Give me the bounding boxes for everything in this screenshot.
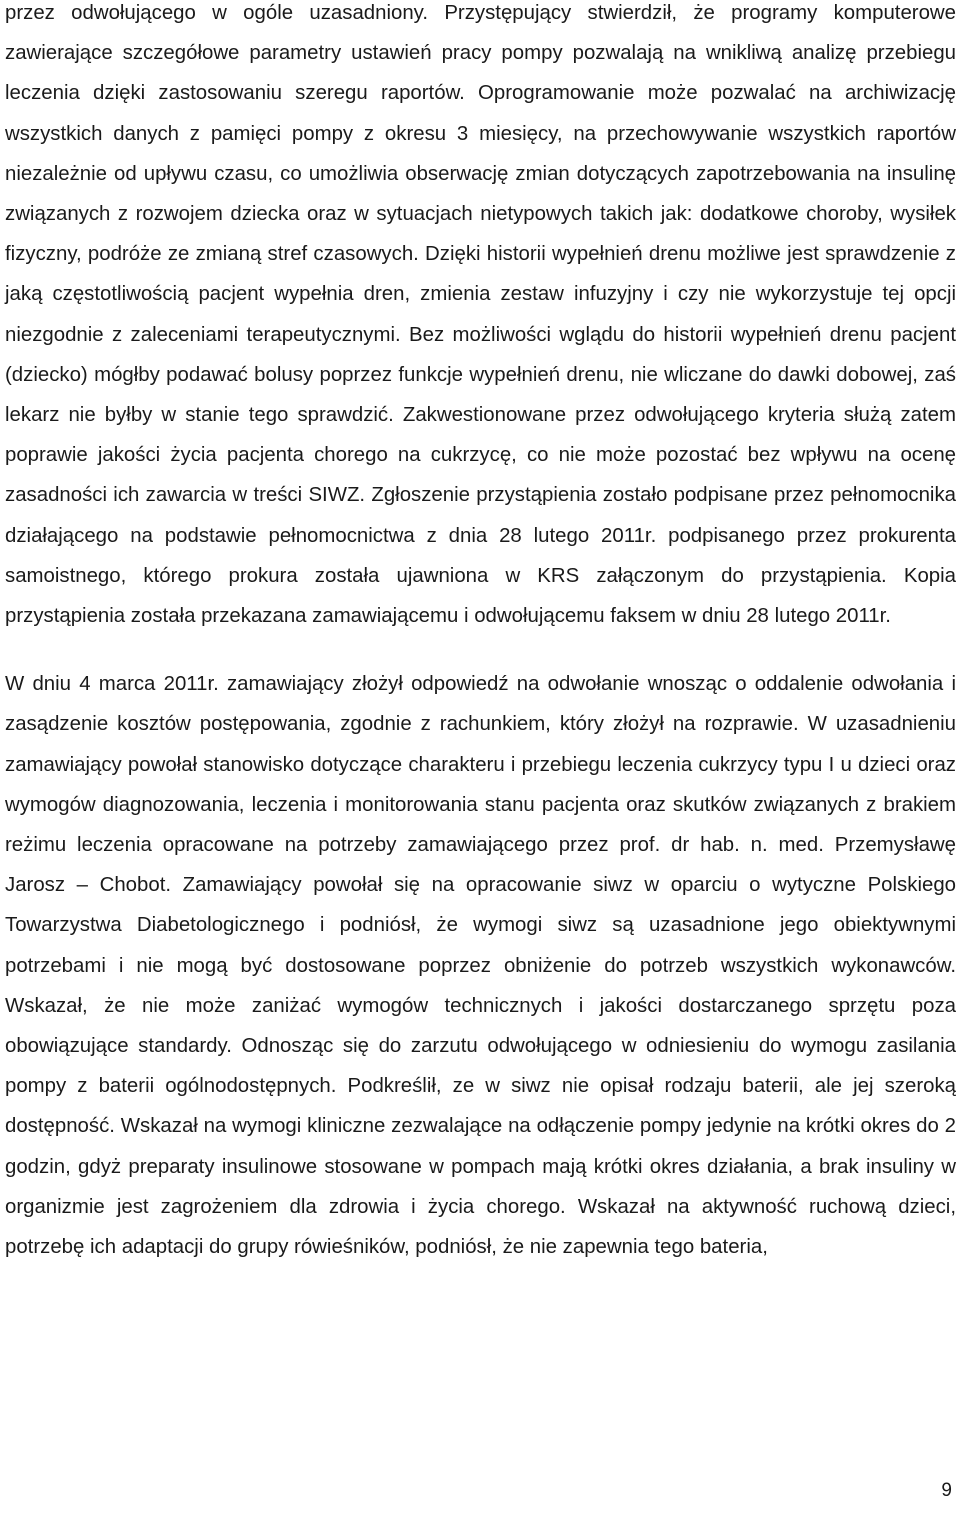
document-page: [5, 0, 956, 1267]
paragraph-intervener-position: przez odwołującego w ogóle uzasadniony. Przystępujący stwierdził, że programy komputerowe zawierające szczegółowe parametry ustawień pracy pompy pozwalają na wnikliwą analizę przebiegu leczenia dzięki zastosowaniu szeregu raportów. Oprogramowanie może pozwalać na archiwizację wszystkich danych z pamięci pompy z okresu 3 miesięcy, na przechowywanie wszystkich raportów niezależnie od upływu czasu, co umożliwia obserwację zmian dotyczących zapotrzebowania na insulinę związanych z rozwojem dziecka oraz w sytuacjach nietypowych takich jak: dodatkowe choroby, wysiłek fizyczny, podróże ze zmianą stref czasowych. Dzięki historii wypełnień drenu możliwe jest sprawdzenie z jaką częstotliwością pacjent wypełnia dren, zmienia zestaw infuzyjny i czy nie wykorzystuje tej opcji niezgodnie z zaleceniami terapeutycznymi. Bez możliwości wglądu do historii wypełnień drenu pacjent (dziecko) mógłby podawać bolusy poprzez funkcje wypełnień drenu, nie wliczane do dawki dobowej, zaś lekarz nie byłby w stanie tego sprawdzić. Zakwestionowane przez odwołującego kryteria służą zatem poprawie jakości życia pacjenta chorego na cukrzycę, co nie może pozostać bez wpływu na ocenę zasadności ich zawarcia w treści SIWZ. Zgłoszenie przystąpienia zostało podpisane przez pełnomocnika działającego na podstawie pełnomocnictwa z dnia 28 lutego 2011r. podpisanego przez prokurenta samoistnego, którego prokura została ujawniona w KRS załączonym do przystąpienia. Kopia przystąpienia została przekazana zamawiającemu i odwołującemu faksem w dniu 28 lutego 2011r.: [5, 2, 956, 628]
page-number: 9: [941, 1480, 952, 1501]
paragraph-contracting-authority-response: W dniu 4 marca 2011r. zamawiający złożył odpowiedź na odwołanie wnosząc o oddalenie odwołania i zasądzenie kosztów postępowania, zgodnie z rachunkiem, który złożył na rozprawie. W uzasadnieniu zamawiający powołał stanowisko dotyczące charakteru i przebiegu leczenia cukrzycy typu I u dzieci oraz wymogów diagnozowania, leczenia i monitorowania stanu pacjenta oraz skutków związanych z brakiem reżimu leczenia opracowane na potrzeby zamawiającego przez prof. dr hab. n. med. Przemysławę Jarosz – Chobot. Zamawiający powołał się na opracowanie siwz w oparciu o wytyczne Polskiego Towarzystwa Diabetologicznego i podniósł, że wymogi siwz są uzasadnione jego obiektywnymi potrzebami i nie mogą być dostosowane poprzez obniżenie do potrzeb wszystkich wykonawców. Wskazał, że nie może zaniżać wymogów technicznych i jakości dostarczanego sprzętu poza obowiązujące standardy. Odnosząc się do zarzutu odwołującego w odniesieniu do wymogu zasilania pompy z baterii ogólnodostępnych. Podkreślił, ze w siwz nie opisał rodzaju baterii, ale jej szeroką dostępność. Wskazał na wymogi kliniczne zezwalające na odłączenie pompy jedynie na krótki okres do 2 godzin, gdyż preparaty insulinowe stosowane w pompach mają krótki okres działania, a brak insuliny w organizmie jest zagrożeniem dla zdrowia i życia chorego. Wskazał na aktywność ruchową dzieci, potrzebę ich adaptacji do grupy rówieśników, podniósł, że nie zapewnia tego bateria,: [5, 673, 956, 1259]
